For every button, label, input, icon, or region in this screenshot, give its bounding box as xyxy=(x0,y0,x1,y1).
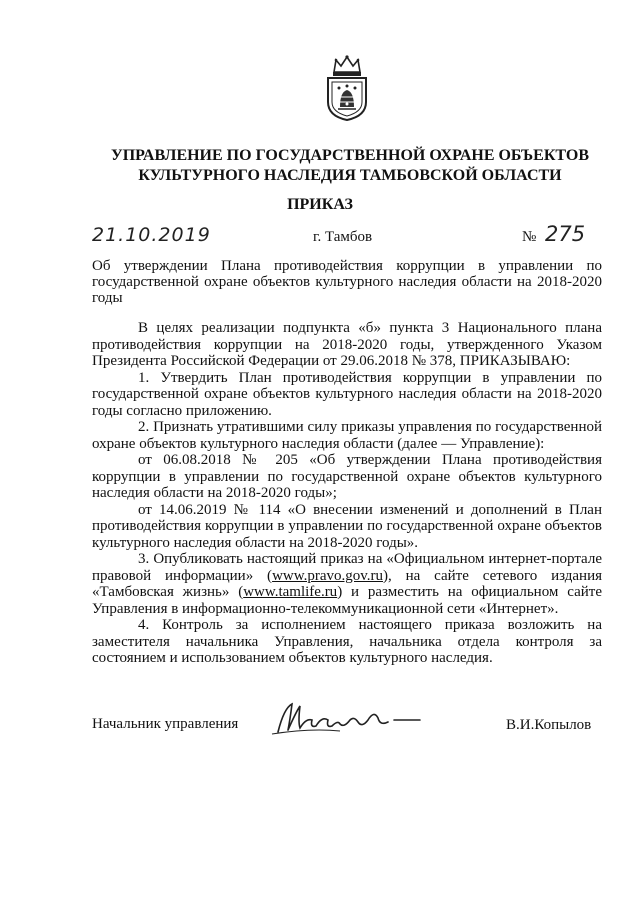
tamlife-link[interactable]: www.tamlife.ru xyxy=(243,584,338,600)
handwritten-number: 275 xyxy=(545,222,586,246)
item-1: 1. Утвердить План противодействия коррупции в управлении по государственной охране объектов культурного наследия области на 2018-2020 годы согласно приложению. xyxy=(92,369,602,419)
order-body xyxy=(92,320,602,667)
signature-icon xyxy=(270,698,430,738)
signer-name: В.И.Копылов xyxy=(506,717,592,733)
order-subject: Об утверждении Плана противодействия коррупции в управлении по государственной охране объектов культурного наследия области на 2018-2020 годы xyxy=(92,258,602,306)
city: г. Тамбов xyxy=(313,229,373,245)
item-4: 4. Контроль за исполнением настоящего приказа возложить на заместителя начальника Управления, начальника отдела контроля за состоянием и использованием объектов культурного наследия. xyxy=(92,617,602,666)
item-2a: от 06.08.2018 № 205 «Об утверждении Плана противодействия коррупции в управлении по государственной охране объектов культурного наследия области на 2018-2020 годы»; xyxy=(92,452,602,501)
document-type: ПРИКАЗ xyxy=(287,196,353,213)
item-2: 2. Признать утратившими силу приказы управления по государственной охране объектов культурного наследия области (далее — Управление): xyxy=(92,419,602,452)
coat-of-arms-icon xyxy=(322,52,372,122)
item-3-text-c: ) и разместить на официальном сайте Управления в информационно-телекоммуникационной сети «Интернет». xyxy=(92,584,602,617)
item-2b: от 14.06.2019 № 114 «О внесении изменений и дополнений в План противодействия коррупции в управлении по государственной охране объектов культурного наследия области на 2018-2020 годы». xyxy=(92,501,602,551)
pravo-link[interactable]: www.pravo.gov.ru xyxy=(272,567,384,584)
org-line-2: КУЛЬТУРНОГО НАСЛЕДИЯ ТАМБОВСКОЙ ОБЛАСТИ xyxy=(138,167,562,184)
number-sign: № xyxy=(522,229,537,245)
org-line-1: УПРАВЛЕНИЕ ПО ГОСУДАРСТВЕННОЙ ОХРАНЕ ОБЪЕКТОВ xyxy=(110,147,589,164)
handwritten-date: 21.10.2019 xyxy=(92,224,211,246)
item-3-text-b: ), на сайте сетевого издания «Тамбовская жизнь» ( xyxy=(92,567,602,600)
item-3-text-a: 3. Опубликовать настоящий приказ на «Официальном интернет-портале правовой информации» ( xyxy=(92,551,602,584)
preamble: В целях реализации подпункта «б» пункта 3 Национального плана противодействия коррупции на 2018-2020 годы, утвержденного Указом Президента Российской Федерации от 29.06.2018 № 378, ПРИКАЗЫВАЮ: xyxy=(92,320,602,369)
item-3 xyxy=(92,551,602,617)
signer-position: Начальник управления xyxy=(92,716,239,732)
organization-name xyxy=(60,146,640,186)
